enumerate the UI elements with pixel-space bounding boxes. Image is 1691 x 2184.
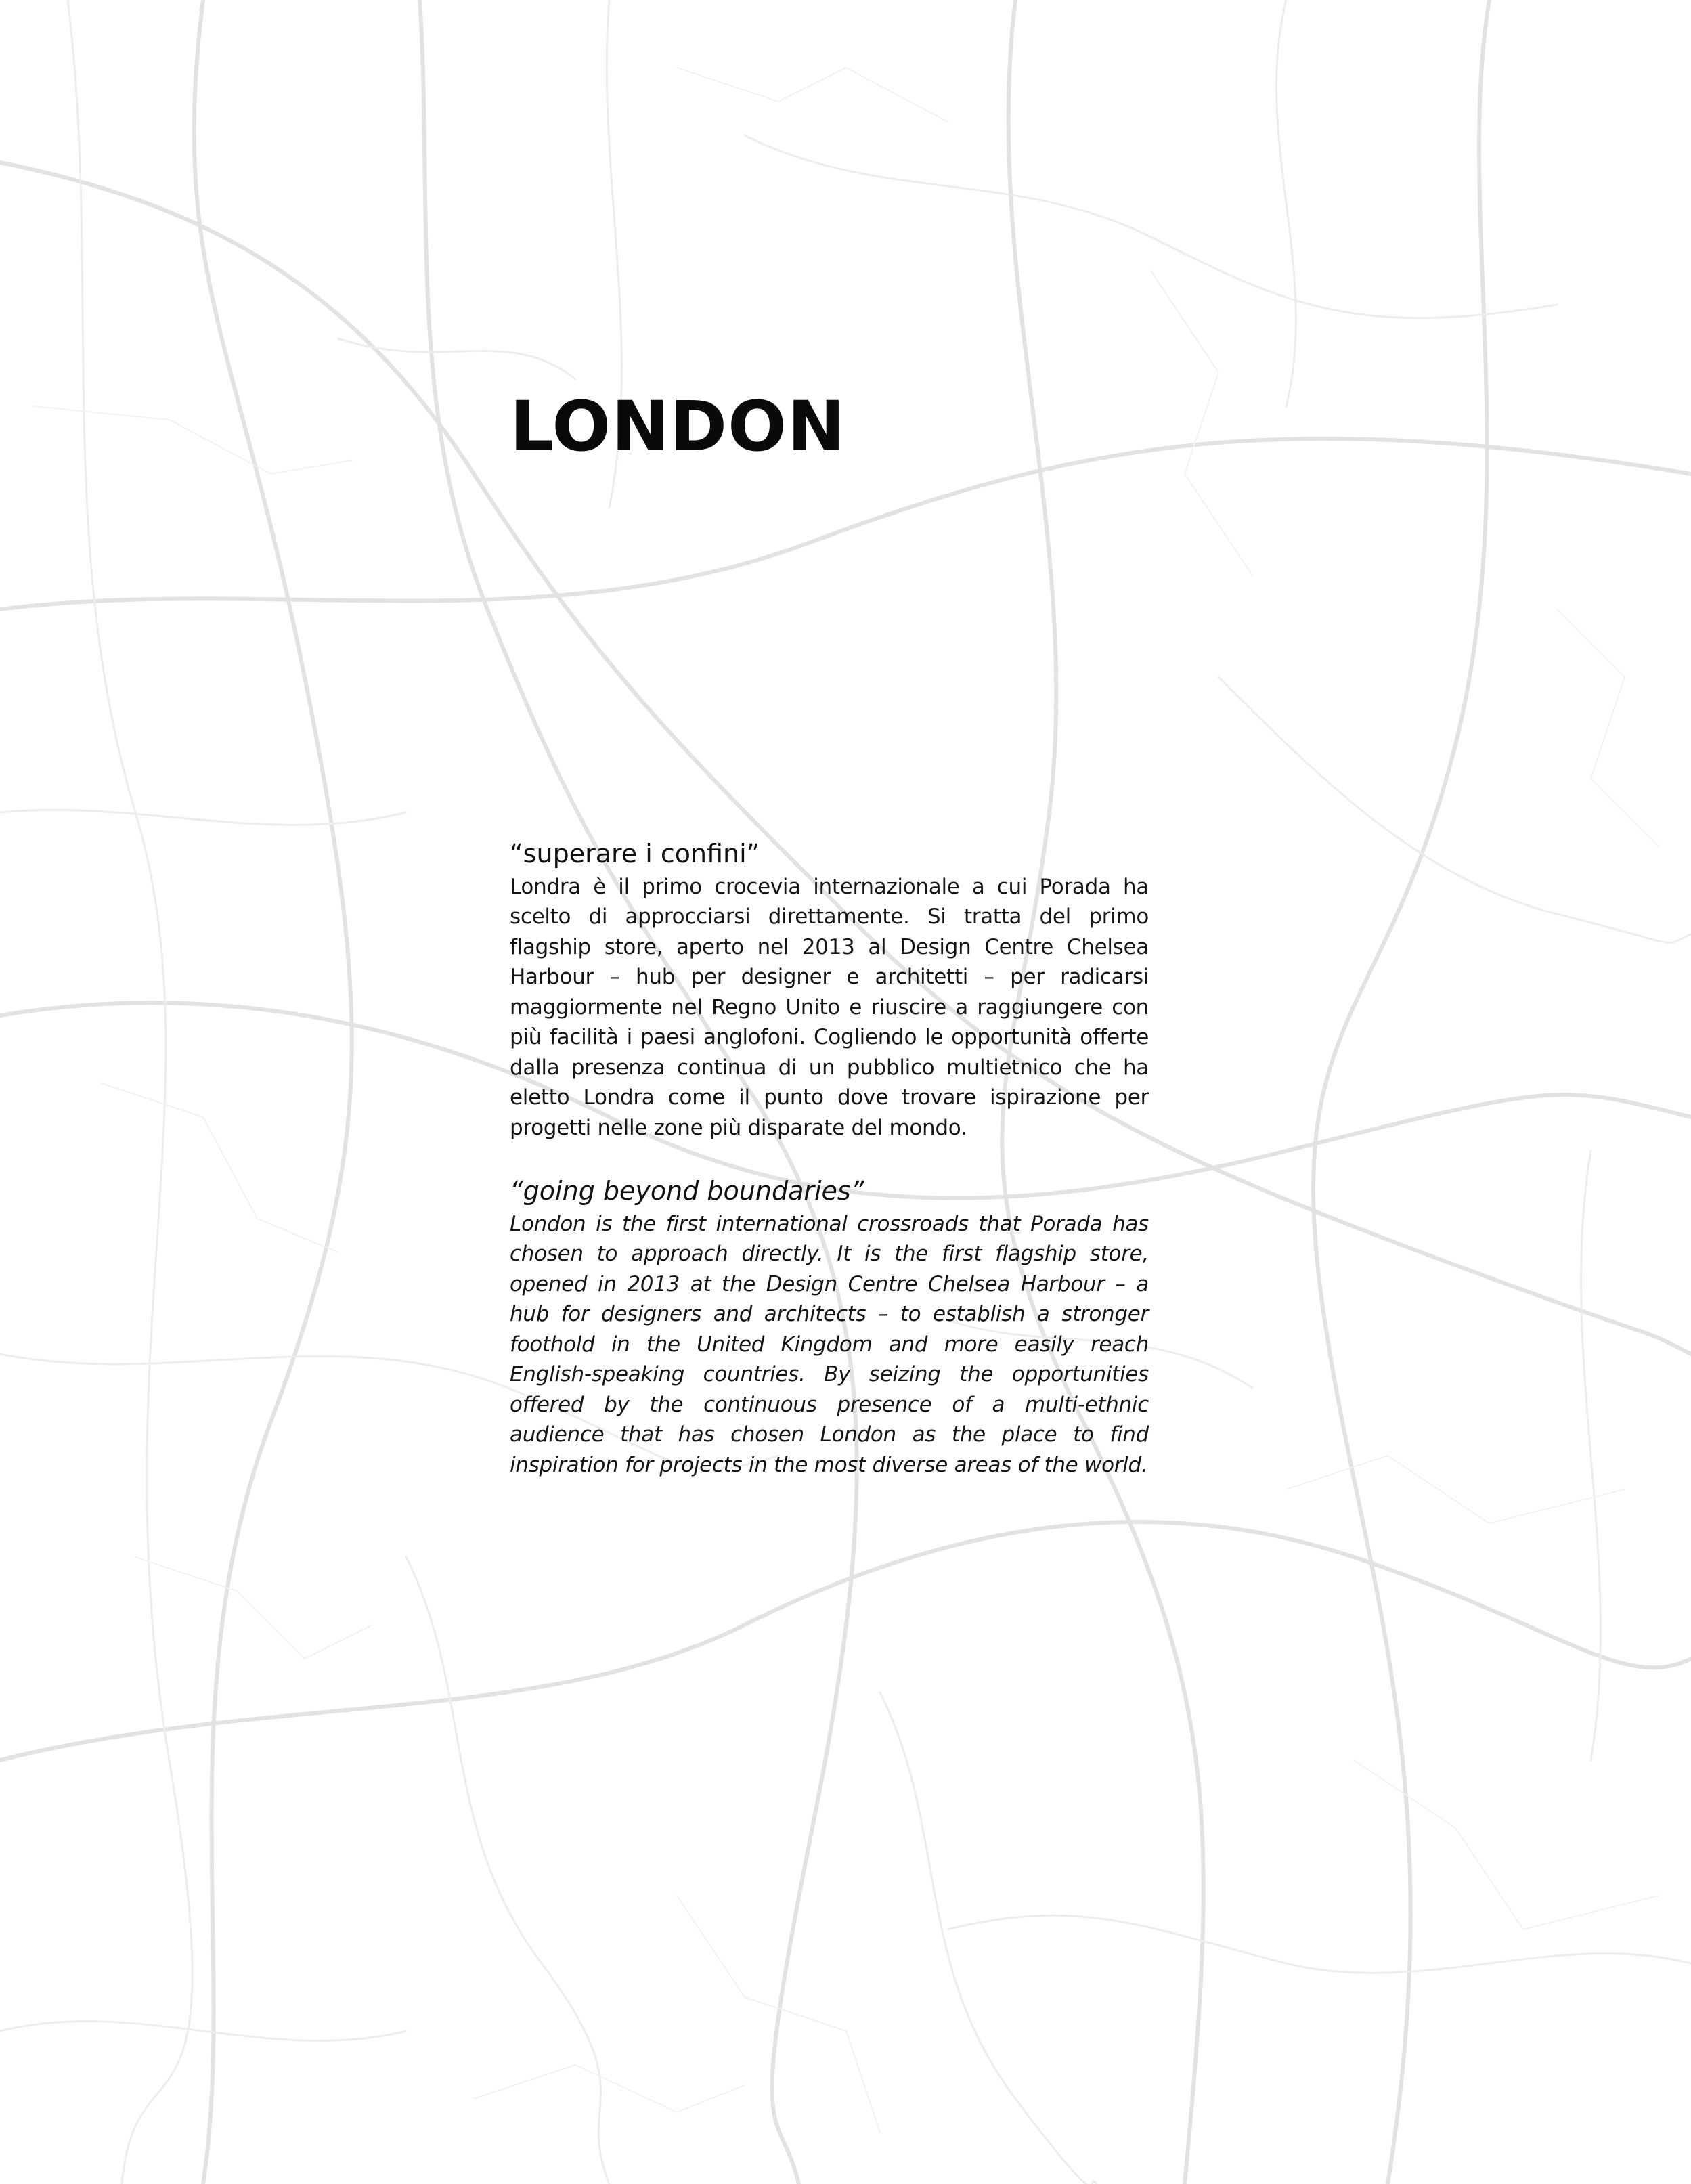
italian-body: Londra è il primo crocevia internazionale a cui Porada ha scelto di approcciarsi direttamente. Si tratta del primo flagship store, aperto nel 2013 al Design Centre Chelsea Harbour – hub per designer e architetti – per radicarsi maggiormente nel Regno Unito e riuscire a raggiungere con più facilità i paesi anglofoni. Cogliendo le opportunità offerte dalla presenza continua di un pubblico multietnico che ha eletto Londra come il punto dove trovare ispirazione per progetti nelle zone più disparate del mondo. — [510, 874, 1149, 1140]
page-title: LONDON — [510, 387, 846, 467]
italian-subtitle: “superare i confini” — [510, 839, 760, 869]
italian-section — [510, 839, 1149, 1143]
english-subtitle: “going beyond boundaries” — [510, 1176, 864, 1206]
english-body: London is the first international crossroads that Porada has chosen to approach directly. It is the first flagship store, opened in 2013 at the Design Centre Chelsea Harbour – a hub for designers and architects – to establish a stronger foothold in the United Kingdom and more easily reach English-speaking countries. By seizing the opportunities offered by the continuous presence of a multi-ethnic audience that has chosen London as the place to find inspiration for projects in the most diverse areas of the world. — [510, 1211, 1149, 1477]
english-section — [510, 1177, 1149, 1480]
